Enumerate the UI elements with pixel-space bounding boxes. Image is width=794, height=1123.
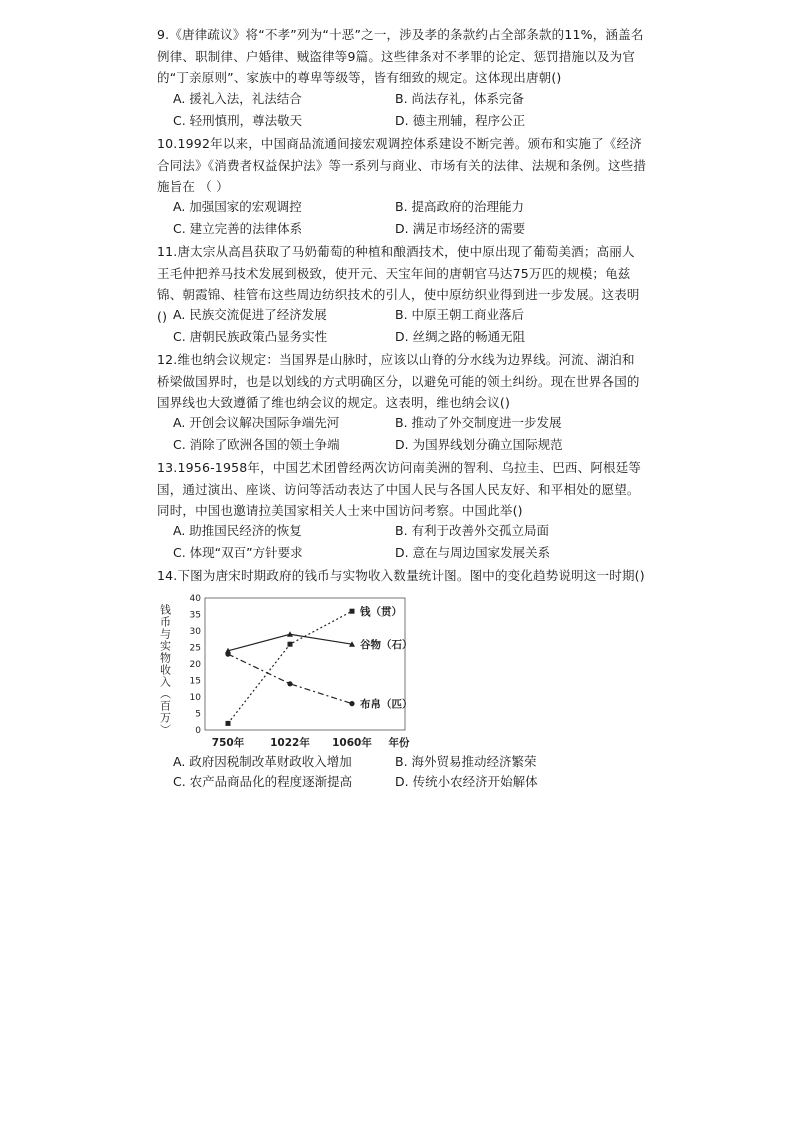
question-12-option-d: D. 为国界线划分确立国际规范 [395,437,563,452]
x-tick-label: 1022年 [270,737,310,749]
data-point [287,681,292,686]
question-12-option-a: A. 开创会议解决国际争端先河 [173,415,340,430]
question-14-option-a: A. 政府因税制改革财政收入增加 [173,754,352,769]
y-tick-label: 35 [189,610,201,621]
question-9-option-b: B. 尚法存礼，体系完备 [395,91,525,106]
x-tick-label: 1060年 [332,737,372,749]
series-line [228,611,352,723]
question-9-option-d: D. 德主刑辅，程序公正 [395,113,526,128]
y-tick-label: 40 [189,594,201,604]
y-tick-label: 10 [189,693,201,703]
question-9-option-c: C. 轻刑慎刑，尊法敬天 [173,113,303,128]
question-11-option-d: D. 丝绸之路的畅通无阻 [395,329,526,344]
question-9-stem: 9.《唐律疏议》将“不孝”列为“十恶”之一，涉及孝的条款约占全部条款的11%，涵盖名例律、职制律、户婚律、贼盗律等9篇。这些律条对不孝罪的论定、惩罚措施以及为官的“丁亲原则”、家族中的尊卑等级等，皆有细致的规定。这体现出唐朝() [157,27,644,85]
series-label: 布帛（匹） [360,698,413,711]
y-tick-label: 0 [195,726,201,736]
y-tick-label: 25 [189,643,201,654]
y-tick-label: 20 [189,660,201,670]
question-13-stem: 13.1956-1958年，中国艺术团曾经两次访问南美洲的智利、乌拉圭、巴西、阿根廷等国，通过演出、座谈、访问等活动表达了中国人民与各国人民友好、和平相处的愿望。同时，中国也邀请拉美国家相关人士来中国访问考察。中国此举() [157,460,642,518]
question-9-option-a: A. 援礼入法，礼法结合 [173,91,302,106]
data-point [288,642,293,647]
data-point [226,721,231,726]
data-point [350,609,355,614]
x-axis-label: 年份 [388,737,410,749]
question-14-option-b: B. 海外贸易推动经济繁荣 [395,754,537,769]
y-axis-label: 钱币与实物收入（百万） [158,604,172,736]
question-11-option-c: C. 唐朝民族政策凸显务实性 [173,329,328,344]
question-13-option-d: D. 意在与周边国家发展关系 [395,545,551,560]
y-tick-label: 30 [189,627,201,637]
question-10-stem: 10.1992年以来，中国商品流通间接宏观调控体系建设不断完善。颁布和实施了《经济合同法》《消费者权益保护法》等一系列与商业、市场有关的法律、法规和条例。这些措施旨在 （ ） [157,136,647,194]
question-11-option-a: A. 民族交流促进了经济发展 [173,307,327,322]
question-11-option-b: B. 中原王朝工商业落后 [395,307,525,322]
question-12-option-c: C. 消除了欧洲各国的领土争端 [173,437,340,452]
series-line [228,654,352,704]
y-tick-label: 15 [189,676,201,687]
question-10-option-b: B. 提高政府的治理能力 [395,199,525,214]
data-point [225,652,230,657]
question-11-stem: 11.唐太宗从高昌获取了马奶葡萄的种植和酿酒技术，使中原出现了葡萄美酒；高丽人王毛仲把养马技术发展到极致，使开元、天宝年间的唐朝官马达75万匹的规模；龟兹锦、朝霞锦、桂管布这些周边纺织技术的引人，使中原纺织业得到进一步发展。这表明() [157,244,640,324]
question-13-option-c: C. 体现“双百”方针要求 [173,545,303,560]
y-tick-label: 5 [195,709,201,720]
question-13-option-a: A. 助推国民经济的恢复 [173,523,302,538]
question-12-stem: 12.维也纳会议规定：当国界是山脉时，应该以山脊的分水线为边界线。河流、湖泊和桥梁做国界时，也是以划线的方式明确区分，以避免可能的领土纠纷。现在世界各国的国界线也大致遵循了维也纳会议的规定。这表明，维也纳会议() [157,352,640,410]
income-line-chart [155,590,415,755]
x-tick-label: 750年 [211,737,245,749]
question-14-option-c: C. 农产品商品化的程度逐渐提高 [173,774,353,789]
question-10-option-c: C. 建立完善的法律体系 [173,221,303,236]
question-14-stem: 14.下图为唐宋时期政府的钱币与实物收入数量统计图。图中的变化趋势说明这一时期() [157,568,645,583]
series-label: 钱（贯） [360,606,402,619]
question-10-option-a: A. 加强国家的宏观调控 [173,199,302,214]
question-13-option-b: B. 有利于改善外交孤立局面 [395,523,550,538]
question-14-option-d: D. 传统小农经济开始解体 [395,774,538,789]
series-label: 谷物（石） [360,639,413,652]
question-12-option-b: B. 推动了外交制度进一步发展 [395,415,562,430]
data-point [349,701,354,706]
question-10-option-d: D. 满足市场经济的需要 [395,221,526,236]
